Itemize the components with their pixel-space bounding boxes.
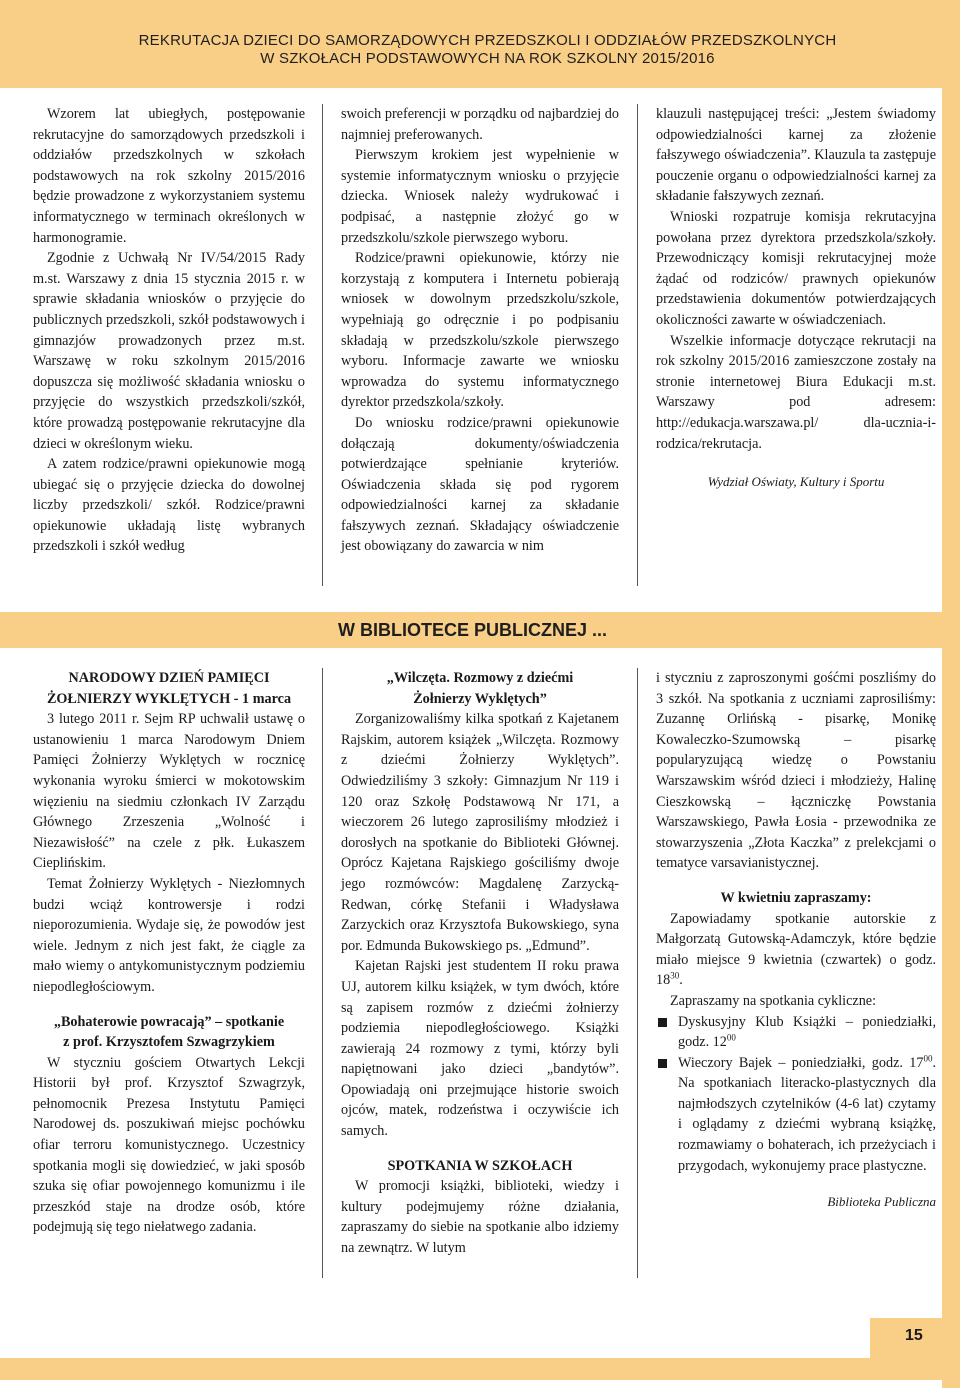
list-item: Dyskusyjny Klub Książki – poniedziałki, godz. $12^{00}$ [656, 1012, 936, 1053]
article-heading: W kwietniu zapraszamy: [720, 889, 872, 906]
column-divider [322, 668, 323, 1278]
bottom-column-3 [656, 668, 936, 1213]
bullet-square-icon [658, 1018, 667, 1027]
paragraph: swoich preferencji w porządku od najbardziej do najmniej preferowanych. [341, 106, 619, 143]
signature: Wydział Oświaty, Kultury i Sportu [707, 474, 885, 490]
footer-band [0, 1358, 960, 1380]
column-divider [637, 104, 638, 586]
signature: Biblioteka Publiczna [827, 1194, 936, 1210]
paragraph: Kajetan Rajski jest studentem II roku prawa UJ, autorem kilku książek, w tym dwóch, które są zapisem rozmów z dziećmi żołnierzy podziemia niepodległościowego. Książki zawierają 24 rozmowy z tymi, którzy byli napiętnowani jako dzieci „bandytów”. Opowiadają oni przejmujące historie swoich ojców, matek, rodzeństwa i oczywiście ich samych. [341, 958, 619, 1140]
top-column-3 [656, 104, 936, 493]
list-item: Wieczory Bajek – poniedziałki, godz. $17^{00}$. Na spotkaniach literacko-plastycznych dla najmłodszych czytelników (4-6 lat) czytamy i oglądamy z dziećmi wybraną książkę, rozmawiamy o bohaterach, ich przeżyciach i przygodach, wykonujemy prace plastyczne. [656, 1053, 936, 1177]
paragraph: Zgodnie z Uchwałą Nr IV/54/2015 Rady m.st. Warszawy z dnia 15 stycznia 2015 r. w sprawie składania wniosków o przyjęcie do publicznych przedszkoli, szkół podstawowych i gimnazjów prowadzonych przez m.st. Warszawę w roku szkolnym 2015/2016 dopuszcza się możliwość składania wniosku o przyjęcie do wszystkich przedszkoli/szkół, które prowadzą postępowanie rekrutacyjne dla dzieci w określonym wieku. [33, 250, 305, 452]
article-heading: „Bohaterowie powracają” – spotkanie [53, 1013, 285, 1030]
paragraph: 3 lutego 2011 r. Sejm RP uchwalił ustawę o ustanowieniu 1 marca Narodowym Dniem Pamięci Żołnierzy Wyklętych w rocznicę wykonania wyroku śmierci w mokotowskim więzieniu na siedmiu członkach IV Zarządu Głównego Zrzeszenia „Wolność i Niezawisłość” na czele z płk. Łukaszem Cieplińskim. [33, 711, 305, 872]
paragraph: Pierwszym krokiem jest wypełnienie w systemie informatycznym wniosku o przyjęcie dziecka. Wniosek należy wydrukować i podpisać, a następnie złożyć go w przedszkolu/szkole pierwszego wyboru. [341, 147, 619, 246]
paragraph: W promocji książki, biblioteki, wiedzy i kultury podejmujemy różne działania, zapraszamy do siebie na spotkanie albo idziemy na zewnątrz. W lutym [341, 1178, 619, 1257]
paragraph: Rodzice/prawni opiekunowie, którzy nie korzystają z komputera i Internetu pobierają wniosek w dowolnym przedszkolu/szkole, wypełniają go odręcznie i po podpisaniu składają w przedszkolu/szkole pierwszego wyboru. Informacje zawarte we wniosku wprowadza do systemu informatycznego dyrektor przedszkola/szkoły. [341, 250, 619, 411]
paragraph: Zapraszamy na spotkania cykliczne: [670, 992, 877, 1009]
paragraph: klauzuli następującej treści: „Jestem świadomy odpowiedzialności karnej za złożenie fałszywego oświadczenia”. Klauzula ta zastępuje pouczenie organu o odpowiedzialności karnej za składanie fałszywych zeznań. [656, 106, 936, 205]
article-heading: z prof. Krzysztofem Szwagrzykiem [63, 1034, 275, 1051]
article-heading: ŻOŁNIERZY WYKLĘTYCH - 1 marca [46, 690, 292, 707]
paragraph: Wzorem lat ubiegłych, postępowanie rekrutacyjne do samorządowych przedszkoli i oddziałów przedszkolnych w szkołach podstawowych na rok szkolny 2015/2016 będzie prowadzone z wykorzystaniem systemu informatycznego w terminach określonych w harmonogramie. [33, 106, 305, 246]
bullet-square-icon [658, 1059, 667, 1068]
column-divider [637, 668, 638, 1278]
article-heading: Żołnierzy Wyklętych” [413, 690, 547, 707]
paragraph: i styczniu z zaproszonymi gośćmi poszliśmy do 3 szkół. Na spotkania z uczniami zaprosiliśmy: Zuzannę Orlińską - pisarkę, Monikę Kowaleczko-Szumowską – pisarkę popularyzującą wiedzę o Powstaniu Warszawskim wśród dzieci i młodzieży, Halinę Cieszkowską – łączniczkę Powstania Warszawskiego, Pawła Łosia - przewodnika ze stowarzyszenia „Złota Kaczka” z prelekcjami o tematyce varsavianistycznej. [656, 670, 936, 872]
article-heading: NARODOWY DZIEŃ PAMIĘCI [68, 670, 270, 686]
page-number: 15 [905, 1327, 923, 1344]
top-column-1 [33, 104, 305, 557]
right-decorative-strip [942, 88, 960, 1388]
header-line-1: REKRUTACJA DZIECI DO SAMORZĄDOWYCH PRZEDSZKOLI I ODDZIAŁÓW PRZEDSZKOLNYCH [138, 32, 837, 49]
page-header-title [60, 32, 915, 68]
bottom-column-1 [33, 668, 305, 1238]
paragraph: Zapowiadamy spotkanie autorskie z Małgorzatą Gutowską-Adamczyk, które będzie miało miejsce 9 kwietnia (czwartek) o godz. $18^{30}$. [656, 910, 936, 989]
section-title: W BIBLIOTECE PUBLICZNEJ ... [337, 620, 607, 640]
paragraph: Temat Żołnierzy Wyklętych - Niezłomnych budzi wciąż kontrowersje i rodzi nieporozumienia. Wydaje się, że powodów jest wiele. Jednym z nich jest fakt, że ciągle za mało wiemy o antykomunistycznym podziemiu niepodległościowym. [33, 875, 305, 995]
paragraph: Zorganizowaliśmy kilka spotkań z Kajetanem Rajskim, autorem książek „Wilczęta. Rozmowy z dziećmi Żołnierzy Wyklętych”. Odwiedziliśmy 3 szkoły: Gimnazjum Nr 119 i 120 oraz Szkołę Podstawową Nr 171, a wieczorem 26 lutego zaprosiliśmy młodzież i dorosłych na spotkanie do Biblioteki Głównej. Oprócz Kajetana Rajskiego gościliśmy dwoje jego rozmówców: Magdalenę Zarzycką-Redwan, córkę Stefanii i Władysława Zarzyckich oraz Krzysztofa Bukowskiego, syna por. Edmunda Bukowskiego ps. „Edmund”. [341, 711, 619, 954]
paragraph: A zatem rodzice/prawni opiekunowie mogą ubiegać się o przyjęcie dziecka do dowolnej liczby przedszkoli/ szkół. Rodzice/prawni opiekunowie układają listę wybranych przedszkoli i szkół według [33, 456, 305, 555]
paragraph: W styczniu gościem Otwartych Lekcji Historii był prof. Krzysztof Szwagrzyk, pełnomocnik Prezesa Instytutu Pamięci Narodowej ds. poszukiwań miejsc pochówku ofiar terroru komunistycznego. Uczestnicy spotkania mogli się dowiedzieć, w jaki sposób szuka się ofiar powojennego komunizmu i ile przeszkód staje na drodze osób, które podejmują się tego niełatwego zadania. [33, 1054, 305, 1236]
article-heading: SPOTKANIA W SZKOŁACH [387, 1157, 573, 1174]
paragraph: Do wniosku rodzice/prawni opiekunowie dołączają dokumenty/oświadczenia potwierdzające spełnianie kryteriów. Oświadczenia składa się pod rygorem odpowiedzialności karnej za składanie fałszywych zeznań. Składający oświadczenie jest obowiązany do zawarcia w nim [341, 414, 619, 555]
top-column-2 [341, 104, 619, 557]
paragraph: Wszelkie informacje dotyczące rekrutacji na rok szkolny 2015/2016 zamieszczone zostały na stronie internetowej Biura Edukacji m.st. Warszawy pod adresem: http://edukacja.warszawa.pl/ dla-ucznia-i-rodzica/rekrutacja. [656, 332, 936, 452]
article-heading: „Wilczęta. Rozmowy z dziećmi [386, 670, 574, 686]
bottom-column-2 [341, 668, 619, 1259]
column-divider [322, 104, 323, 586]
header-line-2: W SZKOŁACH PODSTAWOWYCH NA ROK SZKOLNY 2015/2016 [260, 50, 715, 67]
paragraph: Wnioski rozpatruje komisja rekrutacyjna powołana przez dyrektora przedszkola/szkoły. Przewodniczący komisji rekrutacyjnej może żądać od rodziców/ prawnych opiekunów przedstawienia dokumentów potwierdzających okoliczności zawarte w oświadczeniach. [656, 208, 936, 328]
